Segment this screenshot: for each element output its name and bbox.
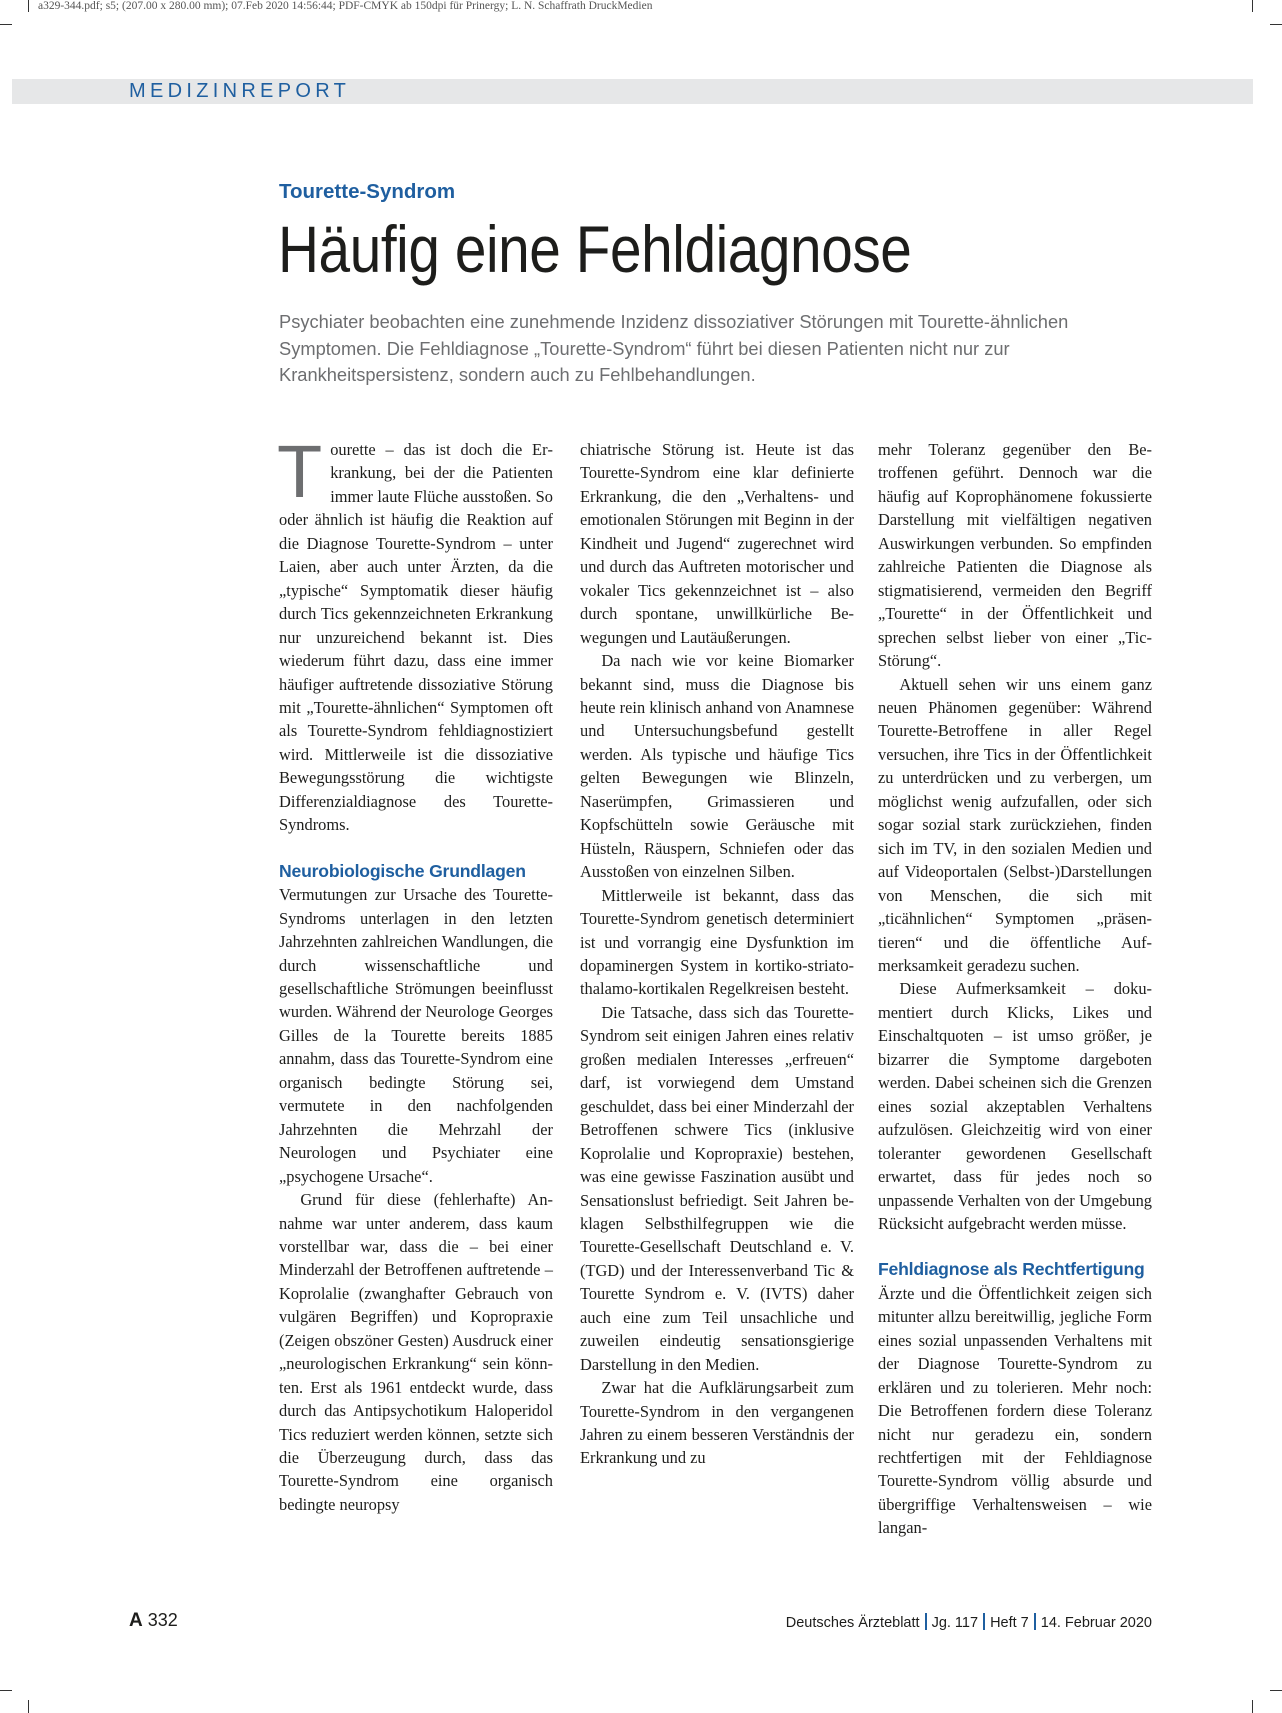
paragraph: mehr Toleranz gegenüber den Betroffenen geführt. Dennoch war die häufig auf Koprophänomene fokussierte Darstellung mit vielfältigen negativen Auswirkungen verbunden. So empfinden zahlreiche Patienten die Diagnose als stigmatisierend, vermeiden den Begriff „Tourette“ in der Öffentlichkeit und sprechen selbst lieber von einer „Tic-Störung“. (878, 440, 1152, 671)
print-info-line: a329-344.pdf; s5; (207.00 x 280.00 mm); 07.Feb 2020 14:56:44; PDF-CMYK ab 150dpi für Prinergy; L. N. Schaffrath DruckMedien (38, 0, 653, 12)
paragraph: chiatrische Störung ist. Heute ist das Tourette-Syndrom eine klar definierte Erkrankung, die den „Verhaltens- und emotionalen Störungen mit Beginn in der Kindheit und Jugend“ zugerechnet wird und durch das Auftreten motorischer und vokaler Tics gekennzeichnet ist – also durch spontane, unwillkürliche Bewegungen und Lautäußerungen. (580, 440, 854, 647)
article-kicker: Tourette-Syndrom (279, 180, 456, 203)
article-title: Häufig eine Fehldiagnose (278, 212, 912, 286)
subheading-neurobiology: Neurobiologische Grundlagen (279, 860, 526, 881)
paragraph: Da nach wie vor keine Biomarker bekannt sind, muss die Diagnose bis heute rein klinisch anhand von Anamnese und Untersuchungsbefund gestellt werden. Als typische und häufige Tics gelten Bewegungen wie Blinzeln, Naserümpfen, Grimassieren und Kopfschütteln sowie Geräusche mit Hüsteln, Räuspern, Schniefen oder das Ausstoßen von einzelnen Silben. (580, 651, 854, 882)
folio-number: 332 (147, 1610, 178, 1630)
text-column-3 (878, 438, 1152, 1540)
journal-date: 14. Februar 2020 (1040, 1615, 1152, 1631)
subheading-misdiagnosis: Fehldiagnose als Rechtfertigung (878, 1259, 1145, 1280)
text-column-2 (580, 438, 854, 1470)
journal-volume: Jg. 117 (931, 1615, 979, 1631)
footer-separator (983, 1613, 985, 1630)
footer-separator (925, 1613, 927, 1630)
crop-mark-top-left (28, 0, 29, 12)
footer-citation (786, 1613, 1152, 1631)
paragraph: ourette – das ist doch die Erkrankung, bei der die Patienten immer laute Flüche ausstoßen. So oder ähnlich ist häufig die Reaktion auf die Diagnose Tourette-Syndrom – unter Laien, aber auch unter Ärzten, da die „typische“ Symptomatik dieser häufig durch Tics gekennzeichneten Erkrankung nur unzureichend bekannt ist. Dies wiederum führt dazu, dass eine immer häufiger auftretende dissoziative Störung mit „Tourette-ähnlichen“ Symptomen oft als Tourette-Syndrom fehldiagnostiziert wird. Mittlerweile ist die dissoziative Bewegungsstörung die wichtigste Differenzialdiagnose des Tourette-Syndroms. (279, 440, 553, 835)
crop-mark-left-bottom (0, 1690, 12, 1691)
crop-mark-right-bottom (1270, 1690, 1282, 1691)
crop-mark-top-right (1252, 0, 1253, 12)
paragraph: Diese Aufmerksamkeit – dokumentiert durch Klicks, Likes und Einschaltquoten – ist umso größer, je bizarrer die Symptome dargeboten werden. Dabei scheinen sich die Grenzen eines sozial akzeptablen Verhaltens aufzulösen. Gleichzeitig wird von einer toleranter gewordenen Gesellschaft erwartet, dass für jedes noch so unpassende Verhalten von der Umgebung Rücksicht aufgebracht werden müsse. (878, 979, 1152, 1233)
text-column-1 (277, 430, 553, 1516)
page-folio (129, 1610, 178, 1632)
paragraph: Aktuell sehen wir uns einem ganz neuen Phänomen gegenüber: Während Tourette-Betroffene in aller Regel versuchen, ihre Tics in der Öffentlichkeit zu unterdrücken und zu verbergen, um möglichst wenig aufzufallen, oder sich sogar sozial stark zurückziehen, finden sich im TV, in den sozialen Medien und auf Videoportalen (Selbst-)Darstellungen von Menschen, die sich mit „ticähnlichen“ Symptomen „präsentieren“ und die öffentliche Aufmerksamkeit geradezu suchen. (878, 674, 1152, 975)
footer-separator (1034, 1613, 1036, 1630)
paragraph: Grund für diese (fehlerhafte) Annahme war unter anderem, dass kaum vorstellbar war, dass die – bei einer Minderzahl der Betroffenen auftretende – Koprolalie (zwanghafter Gebrauch von vulgären Begriffen) und Kopropraxie (Zeigen obszöner Gesten) Ausdruck einer „neurologischen Erkrankung“ sein könnten. Erst als 1961 entdeckt wurde, dass durch das Antipsychotikum Haloperidol Tics reduziert werden können, setzte sich die Überzeugung durch, dass das Tourette-Syndrom eine organisch bedingte neuropsy (279, 1190, 553, 1514)
journal-issue: Heft 7 (990, 1615, 1029, 1631)
paragraph: Die Tatsache, dass sich das Tourette-Syndrom seit einigen Jahren eines relativ großen medialen Interesses „erfreuen“ darf, ist vorwiegend dem Umstand geschuldet, dass bei einer Minderzahl der Betroffenen schwere Tics (inklusive Koprolalie und Kopropraxie) bestehen, was eine gewisse Faszination ausübt und Sensationslust befriedigt. Seit Jahren beklagen Selbsthilfegruppen wie die Tourette-Gesellschaft Deutschland e. V. (TGD) und der Interessenverband Tic & Tourette Syndrom e. V. (IVTS) daher auch eine zum Teil unsachliche und zuweilen eindeutig sensationsgierige Darstellung in den Medien. (580, 1002, 854, 1374)
article-lede: Psychiater beobachten eine zunehmende Inzidenz dissoziativer Störungen mit Tourette-ähnlichen Symptomen. Die Fehldiagnose „Tourette-Syndrom“ führt bei diesen Patienten nicht nur zur Krankheitspersistenz, sondern auch zu Fehlbehandlungen. (279, 311, 1069, 385)
drop-cap: T (277, 430, 323, 513)
paragraph: Mittlerweile ist bekannt, dass das Tourette-Syndrom genetisch determiniert ist und vorrangig eine Dysfunktion im dopaminergen System in kortiko-striato-thalamo-kortikalen Regelkreisen besteht. (580, 885, 854, 999)
journal-name: Deutsches Ärzteblatt (785, 1615, 920, 1631)
paragraph: Ärzte und die Öffentlichkeit zeigen sich mitunter allzu bereitwillig, jegliche Form eines sozial unpassenden Verhaltens mit der Diagnose Tourette-Syndrom zu erklären und zu tolerieren. Mehr noch: Die Betroffenen fordern diese Toleranz nicht nur geradezu ein, sondern rechtfertigen mit der Fehldiagnose Tourette-Syndrom völlig absurde und übergriffige Verhaltensweisen – wie langan- (878, 1283, 1152, 1538)
crop-mark-left-top (0, 24, 12, 25)
crop-mark-right-top (1270, 24, 1282, 25)
crop-mark-bottom-left (28, 1700, 29, 1713)
folio-letter: A (129, 1610, 143, 1631)
crop-mark-bottom-right (1252, 1700, 1253, 1713)
section-label: MEDIZINREPORT (129, 80, 351, 102)
paragraph: Zwar hat die Aufklärungsarbeit zum Tourette-Syndrom in den vergangenen Jahren zu einem besseren Verständnis der Erkrankung und zu (580, 1378, 854, 1468)
paragraph: Vermutungen zur Ursache des Tourette-Syndroms unterlagen in den letzten Jahrzehnten zahlreichen Wandlungen, die durch wissenschaftliche und gesellschaftliche Strömungen beeinflusst wurden. Während der Neurologe Georges Gilles de la Tourette bereits 1885 annahm, dass das Tourette-Syndrom eine organisch bedingte Störung sei, vermutete in den nachfolgenden Jahrzehnten die Mehrzahl der Neurologen und Psychiater eine „psychogene Ursache“. (279, 885, 553, 1186)
